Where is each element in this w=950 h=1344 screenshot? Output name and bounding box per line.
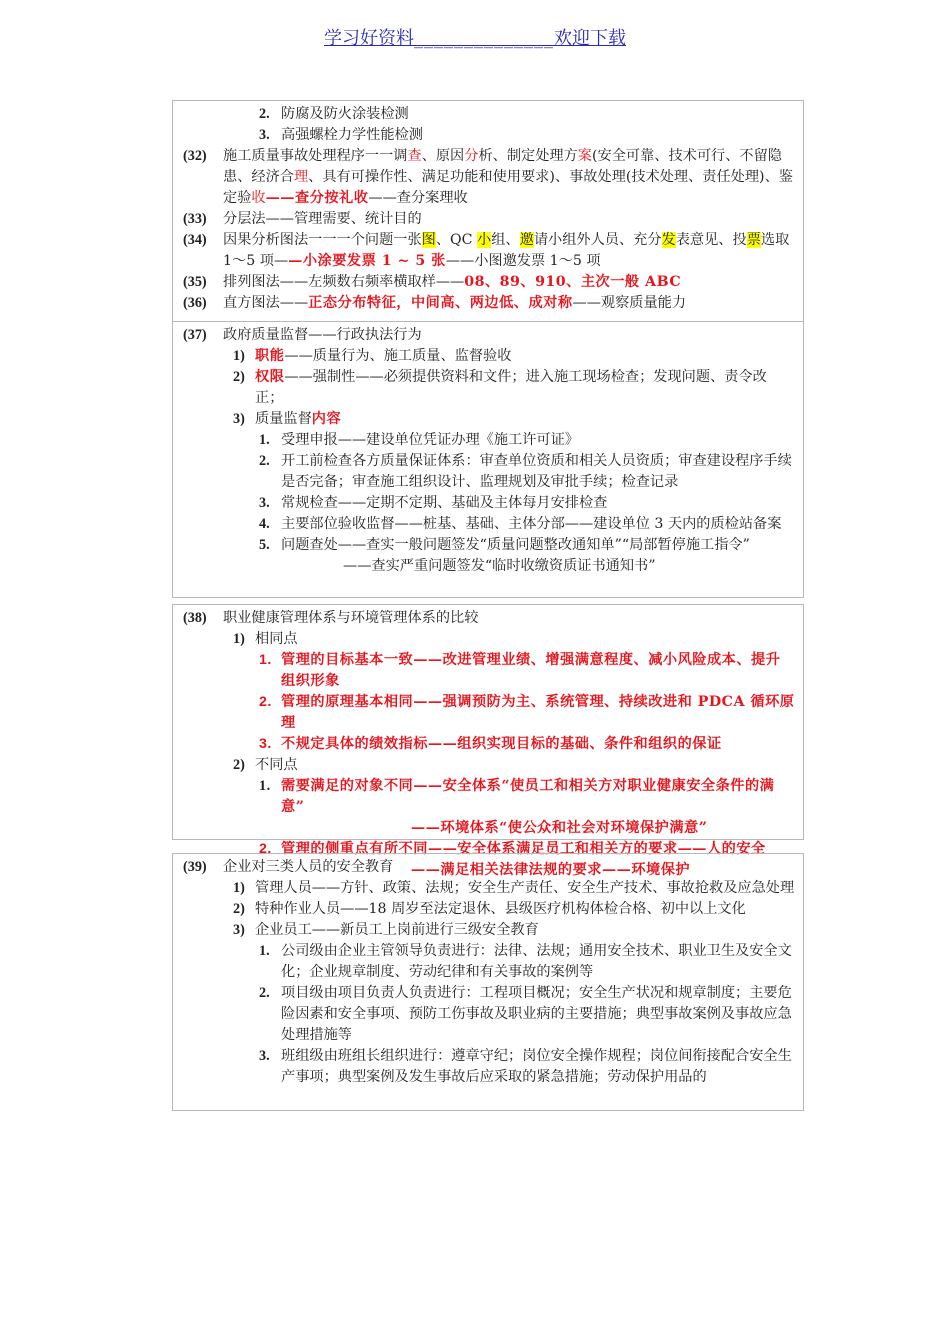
- list-item: 3. 常规检查——定期不定期、基础及主体每月安排检查: [259, 495, 608, 511]
- list-item-36: (36) 直方图法——正态分布特征，中间高、两边低、成对称——观察质量能力: [183, 295, 687, 311]
- list-item: 4. 主要部位验收监督——桩基、基础、主体分部——建设单位 3 天内的质检站备案: [259, 516, 782, 532]
- list-item: 2) 特种作业人员——18 周岁至法定退休、县级医疗机构体检合格、初中以上文化: [233, 901, 746, 917]
- list-item: 1) 职能——质量行为、施工质量、监督验收: [233, 348, 512, 364]
- page-header: [0, 24, 950, 50]
- list-item-34: (34) 因果分析图法一一一个问题一张图、QC 小组、邀请小组外人员、充分发表意见、投票选取 1～5 项——小涂要发票 1 ~ 5 张——小图邀发票 1～5 项: [183, 232, 790, 269]
- section-box-32-36: [172, 100, 804, 322]
- list-item: 1) 相同点: [233, 631, 298, 647]
- list-item: 2. 开工前检查各方质量保证体系：审查单位资质和相关人员资质；审查建设程序手续是否完备；审查施工组织设计、监理规划及审批手续；检查记录: [259, 453, 792, 490]
- list-item-33: (33) 分层法——管理需要、统计目的: [183, 211, 422, 227]
- list-item: 1. 受理申报——建设单位凭证办理《施工许可证》: [259, 432, 579, 448]
- list-item: 1. 公司级由企业主管领导负责进行：法律、法规；通用安全技术、职业卫生及安全文化；企业规章制度、劳动纪律和有关事故的案例等: [259, 943, 792, 980]
- header-dashes: ______________: [414, 28, 554, 49]
- list-item: 3. 班组级由班组长组织进行：遵章守纪；岗位安全操作规程；岗位间衔接配合安全生产事项；典型案例及发生事故后应采取的紧急措施；劳动保护用品的: [259, 1048, 792, 1085]
- list-item: 1) 管理人员——方针、政策、法规；安全生产责任、安全生产技术、事故抢救及应急处理: [233, 880, 795, 896]
- list-item: 2. 防腐及防火涂装检测: [259, 106, 409, 122]
- list-item-continuation: ——满足相关法律法规的要求——环境保护: [411, 862, 691, 878]
- list-item: 2. 管理的侧重点有所不同——安全体系满足员工和相关方的要求——人的安全: [259, 841, 766, 857]
- list-item-continuation: ——环境体系“使公众和社会对环境保护满意”: [411, 820, 708, 836]
- section-title: (39) 企业对三类人员的安全教育: [183, 859, 394, 875]
- section-box-37: [172, 321, 804, 598]
- list-item: 3. 不规定具体的绩效指标——组织实现目标的基础、条件和组织的保证: [259, 736, 722, 752]
- list-item: 2) 权限——强制性——必须提供资料和文件；进入施工现场检查；发现问题、责令改正；: [233, 369, 767, 406]
- list-item: 2. 项目级由项目负责人负责进行：工程项目概况；安全生产状况和规章制度；主要危险因素和安全事项、预防工伤事故及职业病的主要措施；典型事故案例及事故应急处理措施等: [259, 985, 792, 1043]
- list-item: 3) 质量监督内容: [233, 411, 342, 427]
- list-item-continuation: ——查实严重问题签发“临时收缴资质证书通知书”: [343, 558, 656, 574]
- list-item: 3. 高强螺栓力学性能检测: [259, 127, 423, 143]
- header-left-link[interactable]: 学习好资料: [324, 28, 414, 49]
- list-item: 3) 企业员工——新员工上岗前进行三级安全教育: [233, 922, 539, 938]
- section-box-39: [172, 853, 804, 1111]
- list-item: 5. 问题查处——查实一般问题签发“质量问题整改通知单”“局部暂停施工指令”: [259, 537, 750, 553]
- list-item-32: (32) 施工质量事故处理程序一一调查、原因分析、制定处理方案(安全可靠、技术可行、不留隐患、经济合理、具有可操作性、满足功能和使用要求)、事故处理(技术处理、责任处理)、鉴定验收——查分按礼收——查分案理收: [183, 148, 793, 206]
- list-item: 2. 管理的原理基本相同——强调预防为主、系统管理、持续改进和 PDCA 循环原理: [259, 694, 795, 731]
- list-item: 1. 管理的目标基本一致——改进管理业绩、增强满意程度、减小风险成本、提升组织形象: [259, 652, 781, 689]
- list-item: 1. 需要满足的对象不同——安全体系“使员工和相关方对职业健康安全条件的满意”: [259, 778, 775, 815]
- list-item: 2) 不同点: [233, 757, 298, 773]
- list-item-35: (35) 排列图法——左频数右频率横取样——08、89、910、主次一般 ABC: [183, 274, 682, 290]
- header-right-link[interactable]: 欢迎下载: [554, 28, 626, 49]
- section-title: (38) 职业健康管理体系与环境管理体系的比较: [183, 610, 479, 626]
- section-title: (37) 政府质量监督——行政执法行为: [183, 327, 422, 343]
